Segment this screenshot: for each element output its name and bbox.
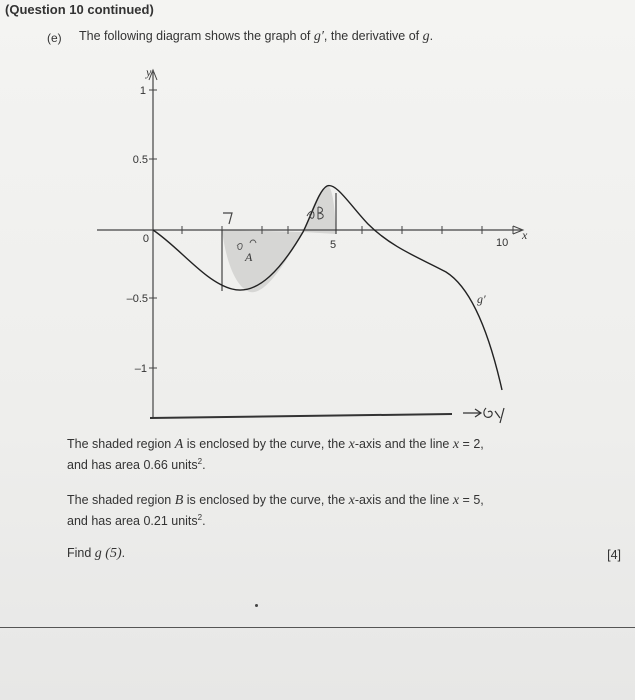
marks-label: [4] [607, 548, 621, 562]
intro-text: The following diagram shows the graph of [79, 29, 314, 43]
x-tick-label-10: 10 [496, 237, 509, 249]
task-prefix: Find [67, 546, 95, 560]
curve-label: g′ [477, 292, 486, 306]
units-exponent: 2 [197, 513, 203, 522]
task-instruction [67, 546, 125, 562]
region-b-period: . [202, 514, 206, 529]
region-a-text-2: is enclosed by the curve, the [183, 437, 349, 451]
region-a-area: and has area 0.66 units [67, 458, 198, 473]
handwritten-seven [223, 213, 232, 224]
region-b-line-value: = 5, [459, 493, 484, 507]
intro-text-mid: , the derivative of [323, 29, 423, 43]
pen-dot [255, 604, 258, 607]
y-tick-label-1: 1 [139, 85, 146, 97]
origin-label: 0 [142, 233, 149, 245]
region-b-text: The shaded region [67, 493, 175, 507]
region-a-symbol: A [174, 437, 184, 452]
x-symbol: x [452, 493, 460, 508]
region-b-text-3: -axis and the line [354, 493, 453, 507]
function-symbol: g [422, 29, 430, 44]
y-tick-label-neg-1: –1 [134, 363, 147, 375]
region-b-area: and has area 0.21 units [67, 514, 198, 529]
region-a-line-value: = 2, [459, 437, 484, 451]
derivative-symbol: g′ [313, 29, 324, 44]
handwritten-underline [150, 414, 452, 418]
intro-period: . [429, 29, 434, 43]
region-b-text-2: is enclosed by the curve, the [183, 493, 349, 507]
y-tick-label-neg-0-5: –0.5 [126, 293, 148, 305]
region-a-statement [67, 436, 484, 474]
region-b-statement [67, 492, 484, 530]
region-a-period: . [202, 458, 206, 473]
region-a-text-3: -axis and the line [354, 437, 453, 451]
handwritten-arrow-annotation [463, 408, 504, 423]
x-tick-label-5: 5 [330, 239, 337, 251]
region-b-symbol: B [174, 493, 184, 508]
x-symbol: x [452, 437, 460, 452]
region-a-text: The shaded region [67, 437, 175, 451]
x-symbol: x [348, 437, 355, 452]
y-tick-label-0-5: 0.5 [132, 154, 148, 166]
task-expression: g (5) [94, 546, 122, 561]
region-a-label: A [245, 250, 253, 264]
x-symbol: x [348, 493, 355, 508]
question-header: (Question 10 continued) [5, 2, 154, 17]
part-label: (e) [47, 31, 62, 45]
y-axis-label: y [146, 65, 152, 79]
units-exponent: 2 [197, 457, 203, 466]
answer-rule [0, 627, 635, 628]
task-suffix: . [121, 546, 126, 560]
x-axis-label: x [522, 228, 528, 242]
shaded-region-b [303, 186, 336, 234]
